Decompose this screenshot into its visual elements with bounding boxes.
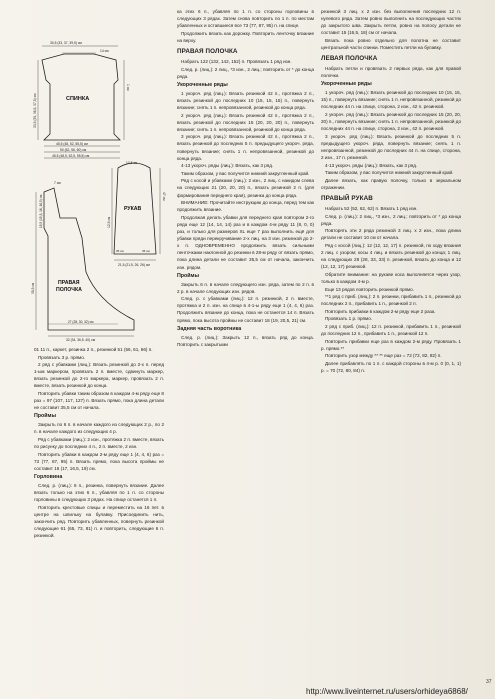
c1-p3: Повторить убавки таким образом в каждом 4-м ряду еще 8 раз = 97 (107, 117, 127) п. Вязать прямо, пока длина детали не составит 35,5 см от начала. <box>34 391 164 411</box>
back-dim-mid: 45,5 (48, 52, 55,5) см <box>56 142 88 146</box>
c3-c-10: Повторить прибавки еще раз в каждом 2-м ряду. Провязать 1 р. прямо.** <box>321 338 461 351</box>
back-label: СПИНКА <box>66 96 90 102</box>
sleeve-dim-bottom-left: 35 см <box>116 249 124 253</box>
c3-c-11: Повторить узор между ** ** еще раз = 72 (72, 82, 82) п. <box>325 353 442 359</box>
c1-p9: След. р. (лиц.): 6 п., резинка, повернуть вязание. Далее вязать только на этих 6 п., убавляя по 1 п. со стороны горловины в следующих 3 рядах. На спице останется 1 п. <box>34 483 164 503</box>
sleeve-schematic <box>107 161 166 267</box>
c3-heading-short-rows: Укороченные ряды <box>321 81 372 88</box>
front-label-line1: ПРАВАЯ <box>58 280 80 286</box>
c1-h-armholes: Проймы <box>34 413 56 420</box>
front-dim-top: 7 см <box>54 181 61 185</box>
c3-a-0: Набрать петли и провязать 2 первых ряда, как для правой полочки. <box>321 66 461 79</box>
c3-c-12: Далее прибавлять по 1 п. с каждой стороны в 4-м р. 0 (0, 1, 1) р. = 70 (72, 80, 84) п. <box>321 361 461 374</box>
front-dim-neck: 15,5 (15,5, 16, 16,5) см <box>39 194 43 228</box>
c2-a-1: След. р. (лиц.): 2 лиц., *3 изн., 2 лиц.; повторить от * до конца ряда. <box>177 66 314 79</box>
front-dim-bottom: 32 (34, 36,5, 40) см <box>66 338 96 342</box>
front-schematic <box>31 181 134 342</box>
c1-p5: Закрыть по 6 п. в начале каждого из следующих 2 р., по 2 п. в начале каждого из следующих 4 р. <box>34 422 164 435</box>
sleeve-dim-left: 12,5 см <box>107 216 111 228</box>
c3-c-0: Набрать 52 (52, 62, 62) п. Вязать 1 ряд изн. <box>325 206 418 212</box>
pattern-schematic <box>14 32 172 342</box>
c2-heading-right-front: ПРАВАЯ ПОЛОЧКА <box>177 47 238 55</box>
sleeve-label: РУКАВ <box>124 206 142 212</box>
back-dim-top: 30,5 (33, 37, 39,5) см <box>50 41 82 45</box>
c3-c-6: **1 ряд с приб. (лиц.): 2 п. резинки, прибавить 1 п., резинкой до последних 2 п., прибавить 1 п., резинкой 2 п. <box>321 294 461 307</box>
c1-p7: Повторить убавки в каждом 2-м ряду еще 1 (4, 4, 6) раз = 73 (77, 87, 95) п. Вязать прямо, пока высота проймы не составит 16 (17, 16,5, 19) см. <box>34 451 164 471</box>
c3-c-4: Обратите внимание: на рукаве коса выполняется через узор, только в каждом 4-м р. <box>321 271 461 284</box>
c2-intro-0: ка этих 6 п., убавляя по 1 п. со стороны горловины в следующих 3 рядах. Затем снова повторить по 1 п. по местам убавленных и оставшиеся все 73 (77, 87, 95) п. на спице. <box>177 9 314 29</box>
c2-b-1: 2 укороч. ряд (лиц.): Вязать резинкой 42 п., протяжка 2 п., вязать резинкой до последних 15 (20, 20, 20) п., повернуть вязание; снять 1 п. непровязанной, резинкой до конца ряда. <box>177 112 314 132</box>
c3-b-2: 3 укороч. ряд (лиц.): Вязать резинкой до последних 5 п. предыдущего укороч. ряда, повернуть вязание; снять 1 п. непровязанной, резинкой до последних 44 п. на спице, сторона, 2 изн., 17 п. резинкой. <box>321 133 461 161</box>
column-3 <box>321 8 461 694</box>
c3-c-1: След. р. (лиц.): 2 лиц., *3 изн., 2 лиц.; повторить от * до конца ряда. <box>321 213 461 226</box>
c3-c-7: Повторить прибавки в каждом 2-м ряду еще 2 раза. <box>325 308 436 314</box>
c1-p6: Ряд с убавками (лиц.): 2 изн., протяжка 2 п. вместе, вязать по рисунку до последних 4 п., 2 п. вместе, 2 изн. <box>34 437 164 450</box>
c2-c-0: Ряд с косой и убавками (лиц.): 2 изн., 2 лиц. с накидом слева на следующих 21 (20, 20, 20) п., вязать резинкой 2 п. (для формирования переднего края), резинка до конца ряда. <box>177 178 314 198</box>
back-dim-side: 33,5 (35, 36,5, 37,5) см <box>33 93 37 128</box>
c3-b-3: 4-13 укороч. ряды (лиц.): Вязать, как 3 ряд. <box>325 162 418 168</box>
front-label-line2: ПОЛОЧКА <box>56 287 82 293</box>
c3-b-5: Далее вязать, как правую полочку, только в зеркальном отражении. <box>321 177 461 190</box>
c2-b-3: 4-13 укороч. ряды (лиц.): Вязать, как 3 ряд. <box>181 163 274 169</box>
column-2 <box>177 8 314 694</box>
c3-c-2: Повторять эти 2 ряда резинкой 3 лиц. х 2 изн., пока длина детали не составит 10 см от начала. <box>321 228 461 241</box>
c3-heading-left-front: ЛЕВАЯ ПОЛОЧКА <box>321 55 378 63</box>
c3-intro-0: резинкой 3 лиц. х 2 изн. без выполнения последних 12 п. нулевого ряда. Затем ровно выполнить на последующих частях до закрытого шва. Закрыть петли, ровно на полосу детали не составит 15 (16,5, 18) см от начала. <box>321 9 461 36</box>
c2-e-0: След. р. (лиц.): Закрыть 12 п., вязать ряд до конца. Повторить с закрытыми <box>177 334 314 347</box>
c2-b-4: Таким образом, у вас получится нижний закругленный край. <box>181 170 310 176</box>
c1-p10: Повторить крестовые спицы и переместить на 16 пет. в центре на шпильку на булавку. Присоединить нить, закончить ряд. Повторить убавленных, повернуть резинкой следующие 61 (65, 73, 81) п. и повторить, следующие 6 п. резинкой. <box>34 504 164 539</box>
back-dim-right: 1 см <box>126 84 130 91</box>
column-1 <box>34 346 164 691</box>
front-dim-bottom-a: 27 (28, 30, 32) см <box>68 320 94 324</box>
c3-c-5: Еще 13 рядов повторить резинкой прямо. <box>325 286 414 292</box>
c2-c-2: Продолжая делать убавки для переднего края повтором 2-го ряда еще 12 (14, 14, 14) раз и в каждом 4-м ряду 11 (8, 0, 0) раз, и только для размеров XL еще 7 раз выполнить ещё для убавки пряди перекручивание 2-х лиц. на 3 изн. резинкой до 2-х п. ОДНОВРЕМЕННО продолжить вязать сильными ленточками наклонной до резинки в 28-м ряду от вязать прямо, пока длина детали не составит 35,5 см от начала, закончить изн. рядом. <box>177 214 314 270</box>
c2-intro-1: Продолжить вязать как дорожку. Повторить ленточку вязание на верху. <box>177 30 314 43</box>
c1-p0: 01 11 п., каркет, резинка 2 п., резинкой 51 (56, 61, 66) п. <box>34 347 153 352</box>
c3-c-8: Провязать 1 р. прямо. <box>325 316 373 322</box>
c3-heading-right-sleeve: ПРАВЫЙ РУКАВ <box>321 195 373 203</box>
c1-h-neck: Горловина <box>34 474 63 480</box>
c2-b-2: 3 укороч. ряд (лиц.): Вязать резинкой 42 п., протяжка 2 п., вязать резинкой до последних 5 п. предыдущего укороч. ряда, повернуть вязание; снять 1 п. непровязанной, резинкой до конца ряда. <box>177 134 314 161</box>
c2-a-0: Набрать 122 (132, 142, 152) п. Провязать 1 ряд изн. <box>181 58 292 64</box>
c2-heading-armholes: Проймы <box>177 272 199 279</box>
back-schematic <box>33 41 130 158</box>
c1-p1: Провязать 3 р. прямо. <box>38 354 86 360</box>
back-dim-bottom: 45,5 (48,5, 52,5, 55,5) см <box>52 154 90 158</box>
sleeve-dim-bottom: 21,5 (21,5, 26, 26) см <box>118 263 150 267</box>
source-url: http://www.liveinternet.ru/users/orhideya6868/ <box>306 687 468 696</box>
front-dim-length: 35,5 см <box>31 282 35 294</box>
back-dim-waist: 50 (52, 56, 60) см <box>60 148 87 152</box>
schematic-svg <box>14 32 172 342</box>
c2-d-1: След. р. с убавками (лиц.): 12 п. резинкой, 2 п. вместе, протяжка и 2 п. изн. на спице в 4-1-ы ряду еще 1 (4, 4, 6) раз. Продолжить вязание до конца, пока не останется 14 п. Вязать прямо, пока высота проймы не составит 18 (19, 20,5, 21) см. <box>177 296 314 323</box>
c2-b-0: 1 укороч. ряд (лиц.): Вязать резинкой 42 п., протяжка 2 п., вязать резинкой до последних 10 (15, 15, 15) п., повернуть вязание; снять 1 п. непровязанной, резинкой до конца ряда. <box>177 90 314 110</box>
c2-heading-short-rows: Укороченные ряды <box>177 81 228 88</box>
c2-c-1: ВНИМАНИЕ: Прочитайте инструкцию до конца, перед тем как продолжить вязание. <box>177 200 314 213</box>
c1-p2: 2 ряд с убавками (лиц.): Вязать резинкой до 2-х п. перед 1-ым маркером, провязать 2 п. вместе, сдвинуть маркер, вязать резинкой до 2-го маркера, маркер, провязать 2 п. вместе, вязать резинкой до конца. <box>34 362 164 389</box>
c3-c-9: 2 ряд с приб. (лиц.): 12 п. резинкой, прибавить 1 п., резинкой до последних 12 п., прибавить 1 п., резинкой 12 п. <box>321 324 461 337</box>
c3-c-3: Ряд с косой (лиц.): 12 (12, 12, 17) п. резинкой, по ходу вязания 2 лиц. с узором; косы 4 лиц. и вязать резинкой до конца; 1 лиц. на следующих 28 (28, 33, 33) п. резинкой, вязать до конца и 12 (12, 12, 17) резинкой. <box>321 243 461 270</box>
c3-b-4: Таким образом, у вас получится нижний закругленный край. <box>325 170 454 176</box>
sleeve-dim-height: 47 см <box>162 192 166 201</box>
c2-heading-collar: Задняя часть воротника <box>177 325 242 332</box>
page-number: 37 <box>486 679 492 685</box>
sleeve-dim-bottom-right: 35 см <box>142 249 150 253</box>
c3-b-1: 2 укороч. ряд (лиц.): Вязать резинкой до последних 15 (20, 20, 20) п., повернуть вязание; снять 1 п. непровязанной, резинкой до последних 44 п. на спице, сторона, 2 изн., 42 п. резинкой. <box>321 112 461 132</box>
c3-intro-1: Вязать пока ровно отдельно для полотна не составит центральной части спинки. Поместить петли на булавку. <box>321 37 461 50</box>
c2-d-0: Закрыть 6 п. в начале следующего изн. ряда, затем по 2 п. в 2 р. в начале следующих изн. рядов. <box>177 281 314 294</box>
sleeve-dim-top: 12,5 см <box>126 161 138 165</box>
c3-b-0: 1 укороч. ряд (лиц.): Вязать резинкой до последних 10 (15, 15, 15) п., повернуть вязание; снять 1 п. непровязанной, резинкой до последних 44 п. на спице, сторона, 2 изн., 42 п. резинкой. <box>321 90 461 110</box>
back-dim-shoulder: 14 см <box>100 49 109 53</box>
